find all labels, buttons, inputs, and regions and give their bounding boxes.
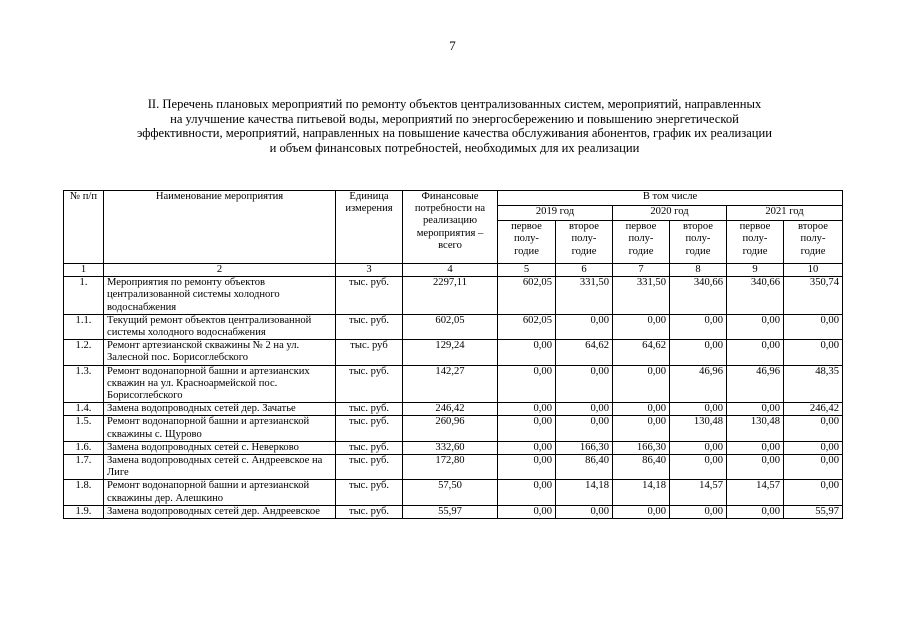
header-first-half: первое полу- годие [613, 221, 670, 264]
row-total: 332,60 [403, 441, 498, 454]
row-total: 260,96 [403, 416, 498, 441]
row-value: 246,42 [784, 403, 843, 416]
table-row [64, 365, 843, 403]
row-total: 55,97 [403, 505, 498, 518]
row-value: 0,00 [498, 505, 556, 518]
header-second-half: второе полу- годие [784, 221, 843, 264]
row-name: Замена водопроводных сетей дер. Андреевское [104, 505, 336, 518]
row-value: 0,00 [727, 505, 784, 518]
row-num: 1.9. [64, 505, 104, 518]
heading-line: эффективности, мероприятий, направленных на повышение качества обслуживания абонентов, график их реализации [136, 126, 773, 141]
header-num: № п/п [64, 191, 104, 264]
row-value: 0,00 [498, 340, 556, 365]
row-num: 1.5. [64, 416, 104, 441]
row-value: 0,00 [613, 505, 670, 518]
column-number: 10 [784, 264, 843, 277]
row-value: 340,66 [727, 277, 784, 315]
row-value: 0,00 [498, 403, 556, 416]
row-value: 0,00 [670, 455, 727, 480]
row-total: 602,05 [403, 314, 498, 339]
row-value: 0,00 [784, 441, 843, 454]
row-num: 1.7. [64, 455, 104, 480]
row-value: 331,50 [556, 277, 613, 315]
row-value: 0,00 [556, 416, 613, 441]
row-name: Текущий ремонт объектов централизованной системы холодного водоснабжения [104, 314, 336, 339]
row-value: 0,00 [556, 505, 613, 518]
row-value: 0,00 [727, 403, 784, 416]
column-number: 9 [727, 264, 784, 277]
row-unit: тыс. руб. [336, 277, 403, 315]
table-row [64, 505, 843, 518]
row-value: 46,96 [670, 365, 727, 403]
row-value: 0,00 [613, 403, 670, 416]
table-row [64, 455, 843, 480]
column-number: 7 [613, 264, 670, 277]
section-heading [62, 97, 847, 155]
heading-line: II. Перечень плановых мероприятий по ремонту объектов централизованных систем, мероприятий, направленных [147, 97, 762, 111]
row-unit: тыс. руб. [336, 365, 403, 403]
row-value: 0,00 [670, 340, 727, 365]
row-value: 64,62 [613, 340, 670, 365]
row-value: 0,00 [498, 441, 556, 454]
column-number: 5 [498, 264, 556, 277]
row-value: 0,00 [498, 416, 556, 441]
column-number: 1 [64, 264, 104, 277]
header-finance: Финансовые потребности на реализацию мероприятия – всего [403, 191, 498, 264]
row-value: 0,00 [613, 416, 670, 441]
table-row [64, 277, 843, 315]
row-total: 129,24 [403, 340, 498, 365]
header-second-half: второе полу- годие [556, 221, 613, 264]
row-name: Ремонт водонапорной башни и артезианских скважин на ул. Красноармейской пос. Борисоглебского [104, 365, 336, 403]
row-value: 0,00 [556, 365, 613, 403]
row-value: 331,50 [613, 277, 670, 315]
row-value: 0,00 [670, 505, 727, 518]
header-year: 2021 год [727, 206, 843, 221]
row-value: 86,40 [613, 455, 670, 480]
row-name: Мероприятия по ремонту объектов централизованной системы холодного водоснабжения [104, 277, 336, 315]
table-row [64, 314, 843, 339]
table-row [64, 441, 843, 454]
measures-table [63, 190, 843, 519]
row-value: 0,00 [613, 314, 670, 339]
page-number: 7 [449, 38, 456, 53]
row-unit: тыс. руб. [336, 441, 403, 454]
row-value: 14,57 [670, 480, 727, 505]
row-name: Замена водопроводных сетей с. Андреевское на Лиге [104, 455, 336, 480]
row-value: 130,48 [670, 416, 727, 441]
row-value: 0,00 [670, 441, 727, 454]
row-value: 0,00 [784, 416, 843, 441]
row-name: Замена водопроводных сетей дер. Зачатье [104, 403, 336, 416]
table-row [64, 340, 843, 365]
row-unit: тыс. руб. [336, 403, 403, 416]
row-total: 172,80 [403, 455, 498, 480]
row-value: 602,05 [498, 314, 556, 339]
row-value: 0,00 [613, 365, 670, 403]
row-num: 1.3. [64, 365, 104, 403]
row-unit: тыс. руб [336, 340, 403, 365]
row-total: 57,50 [403, 480, 498, 505]
column-number: 6 [556, 264, 613, 277]
header-first-half: первое полу- годие [727, 221, 784, 264]
row-value: 0,00 [556, 314, 613, 339]
row-value: 0,00 [498, 455, 556, 480]
table-row [64, 416, 843, 441]
row-value: 55,97 [784, 505, 843, 518]
row-value: 0,00 [784, 340, 843, 365]
row-num: 1. [64, 277, 104, 315]
row-unit: тыс. руб. [336, 416, 403, 441]
row-value: 0,00 [727, 455, 784, 480]
row-total: 142,27 [403, 365, 498, 403]
header-year: 2019 год [498, 206, 613, 221]
row-value: 0,00 [670, 403, 727, 416]
table-row [64, 480, 843, 505]
header-name: Наименование мероприятия [104, 191, 336, 264]
row-unit: тыс. руб. [336, 480, 403, 505]
row-value: 86,40 [556, 455, 613, 480]
row-name: Ремонт артезианской скважины № 2 на ул. Залесной пос. Борисоглебского [104, 340, 336, 365]
row-unit: тыс. руб. [336, 314, 403, 339]
row-num: 1.8. [64, 480, 104, 505]
row-name: Ремонт водонапорной башни и артезианской скважины дер. Алешкино [104, 480, 336, 505]
header-year: 2020 год [613, 206, 727, 221]
row-value: 0,00 [556, 403, 613, 416]
row-value: 48,35 [784, 365, 843, 403]
row-total: 2297,11 [403, 277, 498, 315]
row-value: 64,62 [556, 340, 613, 365]
header-unit: Единица измерения [336, 191, 403, 264]
row-value: 0,00 [784, 314, 843, 339]
header-including: В том числе [498, 191, 843, 206]
row-total: 246,42 [403, 403, 498, 416]
row-value: 166,30 [613, 441, 670, 454]
row-value: 0,00 [727, 340, 784, 365]
row-value: 166,30 [556, 441, 613, 454]
row-num: 1.6. [64, 441, 104, 454]
row-value: 0,00 [727, 441, 784, 454]
header-second-half: второе полу- годие [670, 221, 727, 264]
row-value: 0,00 [784, 455, 843, 480]
row-value: 14,18 [556, 480, 613, 505]
column-number: 8 [670, 264, 727, 277]
row-value: 350,74 [784, 277, 843, 315]
row-num: 1.1. [64, 314, 104, 339]
row-value: 340,66 [670, 277, 727, 315]
row-unit: тыс. руб. [336, 505, 403, 518]
row-value: 0,00 [784, 480, 843, 505]
heading-line: на улучшение качества питьевой воды, мероприятий по энергосбережению и повышению энергетической [170, 111, 739, 126]
row-name: Замена водопроводных сетей с. Неверково [104, 441, 336, 454]
row-unit: тыс. руб. [336, 455, 403, 480]
row-value: 130,48 [727, 416, 784, 441]
row-name: Ремонт водонапорной башни и артезианской скважины с. Щурово [104, 416, 336, 441]
header-first-half: первое полу- годие [498, 221, 556, 264]
row-value: 0,00 [727, 314, 784, 339]
row-num: 1.2. [64, 340, 104, 365]
row-value: 0,00 [498, 365, 556, 403]
row-value: 0,00 [670, 314, 727, 339]
row-value: 46,96 [727, 365, 784, 403]
row-num: 1.4. [64, 403, 104, 416]
heading-line: и объем финансовых потребностей, необходимых для их реализации [269, 140, 640, 155]
column-number: 2 [104, 264, 336, 277]
table-row [64, 403, 843, 416]
row-value: 14,57 [727, 480, 784, 505]
row-value: 14,18 [613, 480, 670, 505]
row-value: 602,05 [498, 277, 556, 315]
column-number: 3 [336, 264, 403, 277]
row-value: 0,00 [498, 480, 556, 505]
column-number: 4 [403, 264, 498, 277]
